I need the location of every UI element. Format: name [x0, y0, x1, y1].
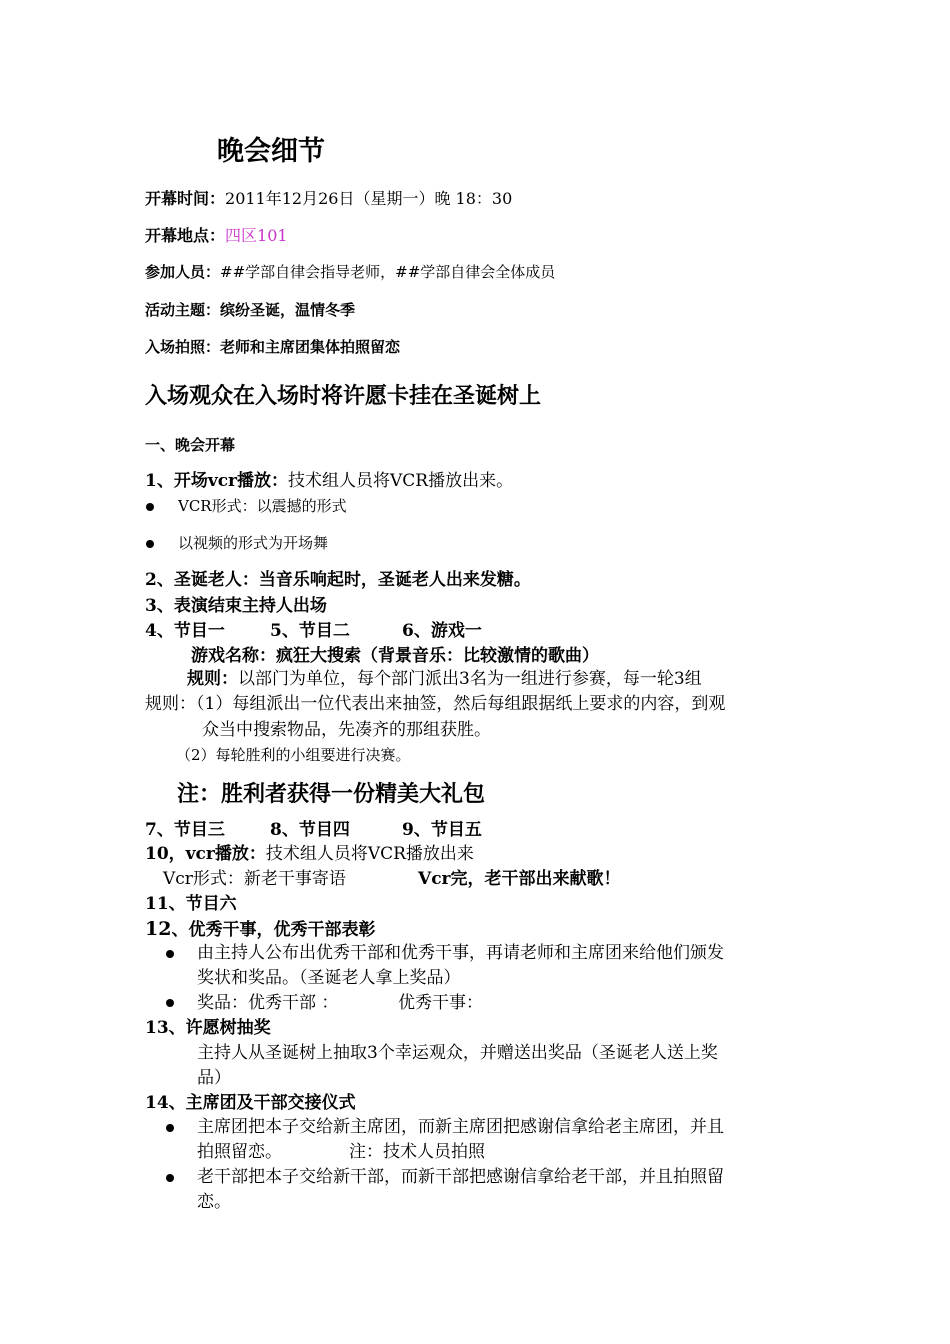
item-13-line-1: 主持人从圣诞树上抽取3个幸运观众，并赠送出奖品（圣诞老人送上奖 [197, 1043, 718, 1063]
bullet-icon [146, 540, 154, 548]
item-1-bullet-1: VCR形式：以震撼的形式 [178, 497, 347, 515]
item-1-bullet-2: 以视频的形式为开场舞 [178, 534, 329, 552]
time-label: 开幕时间： [145, 189, 226, 208]
section-heading: 入场观众在入场时将许愿卡挂在圣诞树上 [145, 383, 542, 409]
game-rules-label: 规则： [187, 669, 238, 689]
item-10 [145, 844, 474, 864]
item-3: 3、表演结束主持人出场 [145, 596, 327, 616]
place-value: 四区101 [225, 226, 288, 245]
game-rules-line-3: 众当中搜索物品，先凑齐的那组获胜。 [202, 720, 491, 740]
place-label: 开幕地点： [145, 226, 226, 245]
item-14-bullet-1-line-1: 主席团把本子交给新主席团，而新主席团把感谢信拿给老主席团，并且 [197, 1117, 724, 1137]
item-12-bullet-1-line-2: 奖状和奖品。（圣诞老人拿上奖品） [197, 968, 461, 988]
item-13: 13、许愿树抽奖 [145, 1018, 271, 1038]
game-name: 游戏名称：疯狂大搜索（背景音乐：比较激情的歌曲） [191, 646, 599, 666]
item-14-bullet-2-line-2: 恋。 [197, 1192, 231, 1212]
time-value: 2011年12月26日（星期一）晚 18：30 [225, 189, 513, 208]
section-1-title: 一、晚会开幕 [145, 436, 236, 454]
game-rules-text: 以部门为单位，每个部门派出3名为一组进行参赛，每一轮3组 [238, 669, 702, 689]
item-11: 11、节目六 [145, 894, 237, 914]
item-14-bullet-2-line-1: 老干部把本子交给新干部，而新干部把感谢信拿给老干部，并且拍照留 [197, 1167, 724, 1187]
people-label: 参加人员： [145, 263, 221, 281]
item-14-bullet-1-line-2a: 拍照留恋。 [197, 1142, 282, 1162]
item-14: 14、主席团及干部交接仪式 [145, 1093, 356, 1113]
theme-line: 活动主题：缤纷圣诞，温情冬季 [145, 301, 356, 319]
item-10-form: Vcr形式：新老干事寄语 [163, 869, 346, 889]
item-10-after: Vcr完，老干部出来献歌！ [418, 869, 621, 889]
people-value: ##学部自律会指导老师，##学部自律会全体成员 [220, 263, 556, 281]
game-rules-line-2: 规则：（1）每组派出一位代表出来抽签，然后每组跟据纸上要求的内容，到观 [145, 694, 726, 714]
item-14-bullet-1-line-2b: 注：技术人员拍照 [349, 1142, 485, 1162]
item-1-label: 1、开场vcr播放： [145, 471, 289, 491]
bullet-icon [166, 1174, 174, 1182]
item-1 [145, 471, 513, 491]
bullet-icon [166, 1124, 174, 1132]
item-10-text: 技术组人员将VCR播放出来 [265, 844, 474, 864]
item-6: 6、游戏一 [402, 621, 482, 641]
item-1-text: 技术组人员将VCR播放出来。 [288, 471, 514, 491]
item-13-line-2: 品） [197, 1068, 231, 1088]
people-line [145, 263, 555, 281]
item-12-bullet-2-a: 奖品：优秀干部 ： [197, 993, 339, 1013]
item-12 [145, 918, 375, 941]
bullet-icon [166, 950, 174, 958]
game-rules-line-4: （2）每轮胜利的小组要进行决赛。 [176, 746, 411, 764]
item-12-bullet-2-b: 优秀干事： [398, 993, 483, 1013]
item-7: 7、节目三 [145, 820, 225, 840]
photo-line: 入场拍照：老师和主席团集体拍照留恋 [145, 338, 401, 356]
item-5: 5、节目二 [270, 621, 350, 641]
item-9: 9、节目五 [402, 820, 482, 840]
item-2: 2、圣诞老人：当音乐响起时，圣诞老人出来发糖。 [145, 570, 531, 590]
bullet-icon [166, 999, 174, 1007]
time-line [145, 189, 512, 208]
item-10-label: 10，vcr播放： [145, 844, 266, 864]
game-rules [187, 669, 702, 689]
page-title: 晚会细节 [217, 136, 325, 167]
item-12-label: 、优秀干事，优秀干部表彰 [171, 920, 376, 940]
bullet-icon [146, 503, 154, 511]
prize-note: 注：胜利者获得一份精美大礼包 [177, 781, 486, 807]
item-12-number: 12 [145, 918, 172, 940]
item-4: 4、节目一 [145, 621, 225, 641]
place-line [145, 226, 288, 245]
item-12-bullet-1-line-1: 由主持人公布出优秀干部和优秀干事，再请老师和主席团来给他们颁发 [197, 943, 724, 963]
item-8: 8、节目四 [270, 820, 350, 840]
